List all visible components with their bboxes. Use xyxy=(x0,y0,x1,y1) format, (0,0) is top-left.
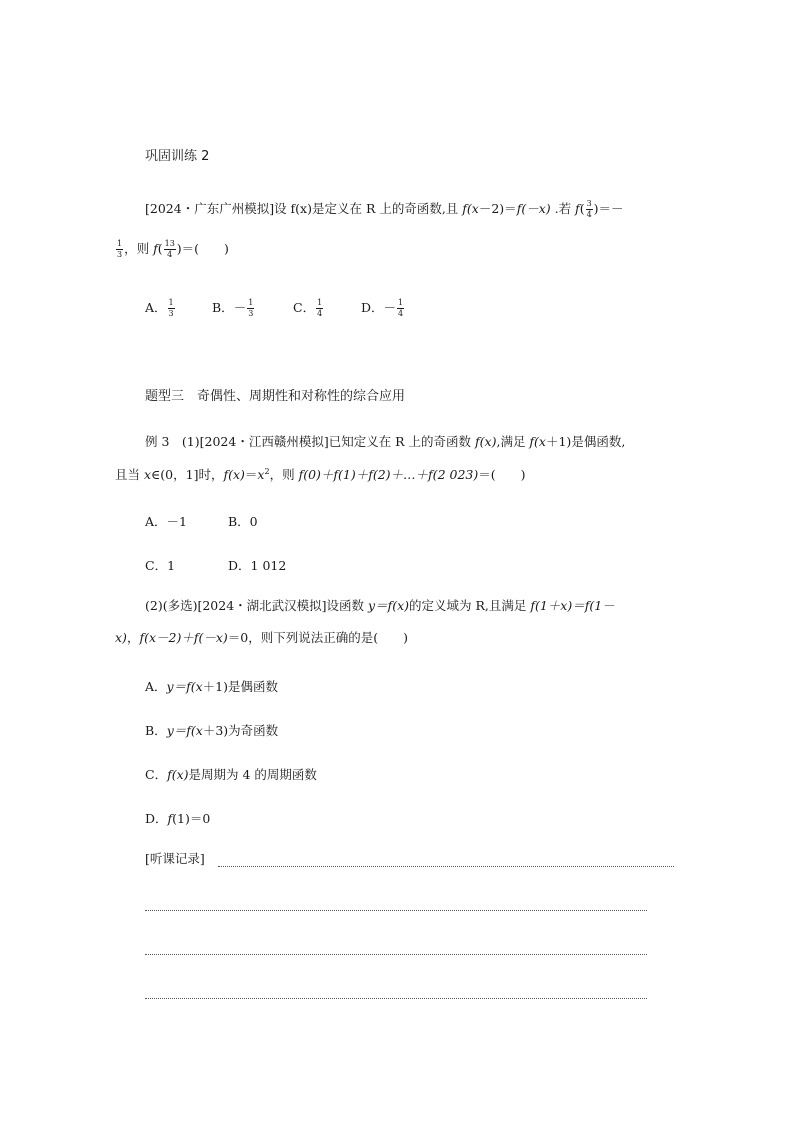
example-text: 的定义域为 R,且满足 xyxy=(409,598,531,613)
fraction-numerator: 1 xyxy=(398,298,404,307)
fraction-numerator: 1 xyxy=(168,298,174,307)
option-fraction xyxy=(397,299,404,318)
ex3-2-option-d xyxy=(145,809,210,827)
option-label: B． xyxy=(212,300,234,315)
notes-dotted-line-1 xyxy=(218,866,674,867)
example-text: ∈(0，1]时， xyxy=(151,467,224,483)
option-b xyxy=(212,298,255,318)
math-f: f xyxy=(153,241,158,256)
question-text: ，则 xyxy=(124,241,154,256)
option-sign: － xyxy=(233,300,247,315)
math-f-x: f(x) xyxy=(223,467,245,483)
option-fraction xyxy=(168,299,175,318)
option-label: B． xyxy=(145,723,167,738)
option-label: C． xyxy=(145,767,168,782)
option-label: C． xyxy=(293,300,316,315)
math-f-x: f(x xyxy=(529,434,546,449)
fraction-denominator: 3 xyxy=(168,309,174,318)
option-a xyxy=(145,298,176,318)
question-line-1 xyxy=(145,200,624,219)
option-math: y＝f(x xyxy=(166,679,203,694)
option-math: f(x) xyxy=(167,767,189,782)
fraction-denominator: 4 xyxy=(317,309,323,318)
question-text: .若 xyxy=(550,201,576,216)
math-superscript: 2 xyxy=(264,467,270,476)
math-f-neg-x: f(－x) xyxy=(516,201,551,216)
example-text: ＝( ) xyxy=(478,467,526,483)
math-sum: f(0)＋f(1)＋f(2)＋…＋f(2 023) xyxy=(298,467,479,483)
fraction-numerator: 1 xyxy=(117,239,123,248)
example3-2-line-2 xyxy=(115,632,408,645)
math-f-1x: f(1＋x)＝f(1－ xyxy=(530,598,615,613)
option-fraction xyxy=(316,299,323,318)
fraction-denominator: 3 xyxy=(117,250,123,259)
paren-open: ( xyxy=(157,241,163,256)
notes-dotted-line-2 xyxy=(145,910,647,911)
example-text: ＝0，则下列说法正确的是( ) xyxy=(227,630,408,645)
option-math: y＝f(x xyxy=(166,723,203,738)
example-text: 例 3 (1)[2024・江西赣州模拟]已知定义在 R 上的奇函数 xyxy=(145,434,476,449)
paren-open: ( xyxy=(579,201,585,216)
fraction-13-4 xyxy=(164,240,176,259)
math-y-fx: y＝f(x) xyxy=(368,598,409,613)
ex3-option-c: C．1 xyxy=(145,558,176,573)
fraction-3-4 xyxy=(586,200,593,219)
question-line-2 xyxy=(115,240,229,259)
option-math: f xyxy=(167,811,173,826)
math-f-x: f(x xyxy=(462,201,479,216)
fraction-numerator: 1 xyxy=(317,298,323,307)
option-sign: － xyxy=(383,300,397,315)
example-text: (2)(多选)[2024・湖北武汉模拟]设函数 xyxy=(145,598,368,613)
ex3-2-option-b xyxy=(145,721,278,739)
ex3-option-d: D．1 012 xyxy=(228,558,287,573)
notes-dotted-line-3 xyxy=(145,954,647,955)
question-source-text: [2024・广东广州模拟]设 f(x)是定义在 R 上的奇函数,且 xyxy=(145,201,463,216)
notes-label: [听课记录] xyxy=(145,851,205,866)
example3-line-2 xyxy=(115,468,526,482)
option-label: A． xyxy=(145,300,167,315)
fraction-denominator: 4 xyxy=(586,210,592,219)
example-text: ， xyxy=(126,630,140,645)
example3-line-1 xyxy=(145,436,625,449)
fraction-numerator: 13 xyxy=(164,239,175,248)
example-text: 且当 xyxy=(115,467,144,483)
option-label: D． xyxy=(145,811,168,826)
math-x: x xyxy=(257,467,265,483)
math-text: ＝ xyxy=(244,467,258,483)
example-text: ＋1)是偶函数, xyxy=(545,434,626,449)
option-c xyxy=(293,298,324,318)
question-text: )＝( ) xyxy=(176,241,229,256)
example-text: ,满足 xyxy=(496,434,530,449)
option-text: ＋1)是偶函数 xyxy=(202,679,278,694)
fraction-denominator: 4 xyxy=(398,309,404,318)
ex3-2-option-c xyxy=(145,765,317,783)
option-text: (1)＝0 xyxy=(172,811,211,826)
ex3-2-option-a xyxy=(145,677,278,695)
notes-dotted-line-4 xyxy=(145,998,647,999)
math-f-expr: f(x－2)＋f(－x) xyxy=(139,630,228,645)
fraction-denominator: 3 xyxy=(248,309,254,318)
ex3-option-b: B．0 xyxy=(228,514,258,529)
option-text: 是周期为 4 的周期函数 xyxy=(188,767,317,782)
option-label: A． xyxy=(145,679,167,694)
section-heading-practice: 巩固训练 2 xyxy=(145,149,210,164)
fraction-denominator: 4 xyxy=(167,250,173,259)
math-text: －2)＝ xyxy=(478,201,517,216)
fraction-numerator: 3 xyxy=(586,199,592,208)
fraction-1-3 xyxy=(116,240,123,259)
option-text: ＋3)为奇函数 xyxy=(202,723,279,738)
math-x: x) xyxy=(115,630,127,645)
example-text: ，则 xyxy=(269,467,299,483)
section-heading-type3: 题型三 奇偶性、周期性和对称性的综合应用 xyxy=(145,389,406,404)
option-fraction xyxy=(247,299,254,318)
option-d xyxy=(361,298,405,318)
option-label: D． xyxy=(361,300,384,315)
math-text: )＝－ xyxy=(593,201,624,216)
math-f: f xyxy=(575,201,580,216)
math-f-x: f(x) xyxy=(475,434,497,449)
math-x: x xyxy=(143,467,152,483)
fraction-numerator: 1 xyxy=(248,298,254,307)
example3-2-line-1 xyxy=(145,600,615,613)
ex3-option-a: A．－1 xyxy=(145,514,187,529)
